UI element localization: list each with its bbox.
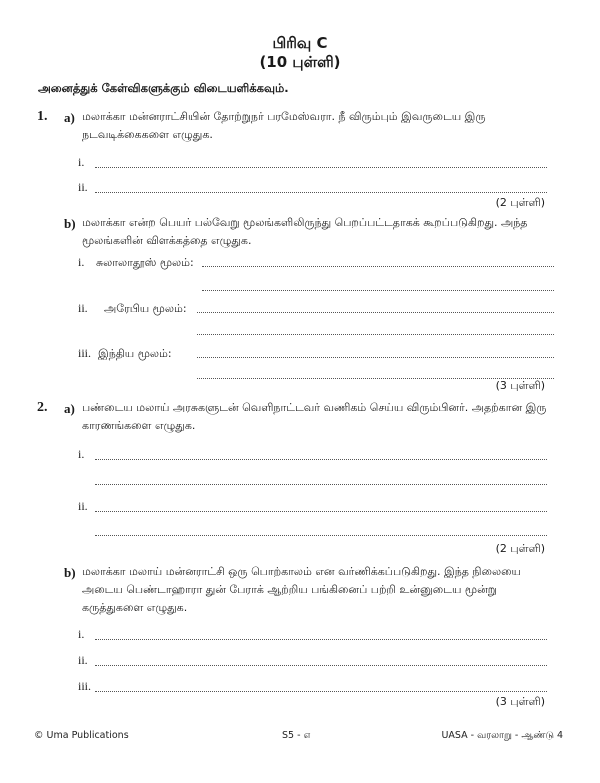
answer-line-1b-ii-1[interactable] (197, 312, 554, 313)
answer-2b-iii-label: iii. (78, 679, 92, 693)
answer-line-2a-ii-2[interactable] (95, 535, 547, 536)
answer-line-2a-i-1[interactable] (95, 459, 547, 460)
answer-2a-i-label: i. (78, 447, 85, 461)
section-points: (10 புள்ளி) (259, 53, 341, 71)
answer-1b-iii-label: iii. (78, 346, 92, 360)
answer-1b-i-source: சுலாலாதூஸ் மூலம்: (96, 256, 194, 269)
answer-line-1a-ii[interactable] (95, 192, 547, 193)
marks-2b: (3 புள்ளி) (495, 695, 545, 708)
question-2a-text-line2: காரணங்களை எழுதுக. (82, 419, 196, 432)
question-2b-letter: b) (64, 565, 76, 580)
section-title: பிரிவு C (272, 34, 328, 52)
answer-2b-i-label: i. (78, 627, 85, 641)
question-1b-text-line1: மலாக்கா என்ற பெயர் பல்வேறு மூலங்களிலிருந்து பெறப்பட்டதாகக் கூறப்படுகிறது. அந்த (82, 216, 528, 229)
question-1a-letter: a) (64, 110, 75, 125)
footer-publisher: © Uma Publications (34, 730, 129, 741)
question-2b-text-line1: மலாக்கா மலாய் மன்னராட்சி ஒரு பொற்காலம் என வர்ணிக்கப்படுகிறது. இந்த நிலையை (82, 565, 521, 578)
footer-page-number: S5 - ௭ (282, 730, 311, 741)
answer-line-2b-i[interactable] (95, 639, 547, 640)
question-1a-text-line1: மலாக்கா மன்னராட்சியின் தோற்றுநர் பரமேஸ்வரா. நீ விரும்பும் இவருடைய இரு (82, 110, 486, 123)
question-2a-text-line1: பண்டைய மலாய் அரசுகளுடன் வெளிநாட்டவர் வணிகம் செய்ய விரும்பினர். அதற்கான இரு (82, 401, 547, 414)
answer-line-2b-iii[interactable] (95, 691, 547, 692)
answer-1a-ii-label: ii. (78, 180, 88, 194)
marks-2a: (2 புள்ளி) (495, 542, 545, 555)
instruction: அனைத்துக் கேள்விகளுக்கும் விடையளிக்கவும். (38, 81, 289, 95)
marks-1b: (3 புள்ளி) (495, 379, 545, 392)
question-1b-text-line2: மூலங்களின் விளக்கத்தை எழுதுக. (82, 234, 252, 247)
answer-line-1b-i-2[interactable] (202, 290, 554, 291)
answer-1b-i-label: i. (78, 255, 85, 269)
answer-2b-ii-label: ii. (78, 653, 88, 667)
answer-1b-ii-source: அரேபிய மூலம்: (104, 302, 187, 315)
answer-line-2a-i-2[interactable] (95, 484, 547, 485)
question-number-2: 2. (37, 400, 48, 415)
question-2b-text-line2: அடைய பெண்டாஹாரா துன் பேராக் ஆற்றிய பங்கினைப் பற்றி உன்னுடைய மூன்று (82, 583, 497, 596)
answer-1b-iii-source: இந்திய மூலம்: (98, 347, 172, 360)
question-1a-text-line2: நடவடிக்கைகளை எழுதுக. (82, 128, 213, 141)
footer-course: UASA - வரலாறு - ஆண்டு 4 (441, 730, 563, 741)
answer-line-2b-ii[interactable] (95, 665, 547, 666)
answer-line-1a-i[interactable] (95, 167, 547, 168)
answer-1a-i-label: i. (78, 155, 85, 169)
answer-line-1b-i-1[interactable] (202, 266, 554, 267)
answer-1b-ii-label: ii. (78, 301, 88, 315)
answer-2a-ii-label: ii. (78, 499, 88, 513)
answer-line-1b-iii-1[interactable] (197, 357, 554, 358)
answer-line-2a-ii-1[interactable] (95, 511, 547, 512)
question-1b-letter: b) (64, 216, 76, 231)
marks-1a: (2 புள்ளி) (495, 196, 545, 209)
answer-line-1b-ii-2[interactable] (197, 334, 554, 335)
question-2b-text-line3: கருத்துகளை எழுதுக. (82, 601, 188, 614)
question-2a-letter: a) (64, 401, 75, 416)
question-number-1: 1. (37, 109, 48, 124)
